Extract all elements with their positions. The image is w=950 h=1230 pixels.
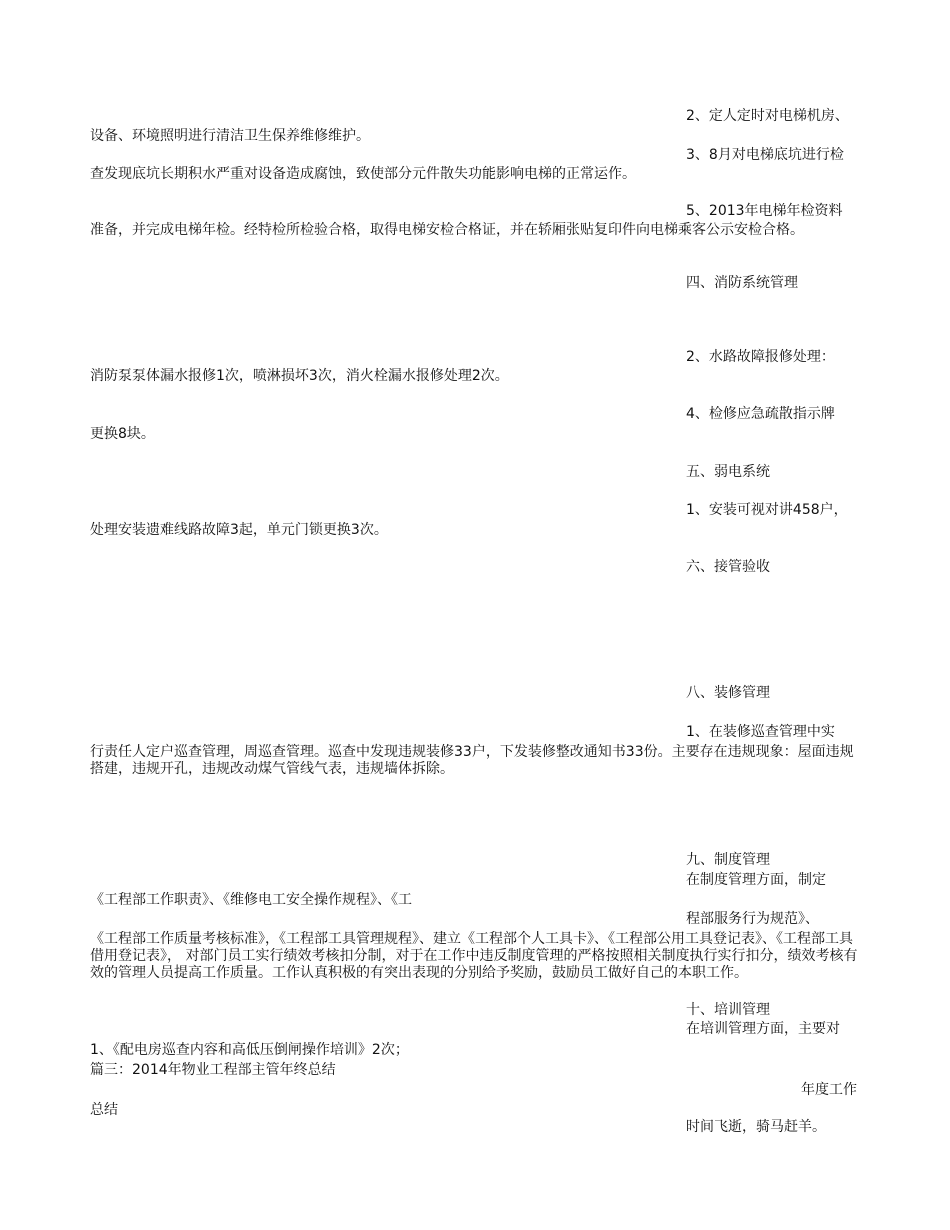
- section-heading: 六、接管验收: [686, 559, 770, 575]
- text-line: 2、水路故障报修处理：: [686, 349, 835, 365]
- text-line: 消防泵泵体漏水报修1次，喷淋损坏3次，消火栓漏水报修处理2次。: [90, 368, 509, 384]
- text-line: 总结: [90, 1102, 118, 1118]
- text-line: 5、2013年电梯年检资料: [686, 203, 843, 219]
- text-line: 年度工作: [801, 1082, 857, 1098]
- text-line: 更换8块。: [90, 426, 155, 442]
- text-line: 在培训管理方面，主要对: [686, 1021, 840, 1037]
- section-heading: 四、消防系统管理: [686, 275, 798, 291]
- text-line: 1、在装修巡查管理中实: [686, 724, 835, 740]
- text-line: 2、定人定时对电梯机房、: [686, 108, 849, 124]
- chapter-heading: 篇三：2014年物业工程部主管年终总结: [90, 1062, 336, 1078]
- paragraph: 行责任人定户巡查管理，周巡查管理。巡查中发现违规装修33户，下发装修整改通知书33份。主要存在违规现象：屋面违规搭建，违规开孔，违规改动煤气管线气表，违规墙体拆除。: [90, 744, 854, 777]
- section-heading: 九、制度管理: [686, 852, 770, 868]
- section-heading: 八、装修管理: [686, 685, 770, 701]
- paragraph: 准备，并完成电梯年检。经特检所检验合格，取得电梯安检合格证，并在轿厢张贴复印件向电梯乘客公示安检合格。: [90, 222, 804, 238]
- text-line: 1、《配电房巡查内容和高低压倒闸操作培训》2次；: [90, 1042, 409, 1058]
- text-line: 《工程部工作职责》、《维修电工安全操作规程》、《工: [90, 892, 412, 908]
- text-line: 4、检修应急疏散指示牌: [686, 406, 835, 422]
- text-line: 设备、环境照明进行清洁卫生保养维修维护。: [90, 128, 370, 144]
- text-line: 3、8月对电梯底坑进行检: [686, 147, 844, 163]
- text-line: 查发现底坑长期积水严重对设备造成腐蚀，致使部分元件散失功能影响电梯的正常运作。: [90, 166, 636, 182]
- section-heading: 十、培训管理: [686, 1002, 770, 1018]
- text-line: 处理安装遗难线路故障3起，单元门锁更换3次。: [90, 522, 388, 538]
- section-heading: 五、弱电系统: [686, 464, 770, 480]
- text-line: 在制度管理方面，制定: [686, 872, 826, 888]
- text-line: 1、安装可视对讲458户，: [686, 502, 848, 518]
- paragraph: 《工程部工作质量考核标准》，《工程部工具管理规程》、建立《工程部个人工具卡》、《工程部公用工具登记表》、《工程部工具借用登记表》， 对部门员工实行绩效考核扣分制，对于在工作中违反制度管理的严格按照相关制度执行实行扣分，绩效考核有效的管理人员提高工作质量。工作认真积极的有突出表现的分别给予奖励，鼓励员工做好自己的本职工作。: [90, 931, 858, 981]
- text-line: 程部服务行为规范》、: [686, 911, 819, 927]
- text-line: 时间飞逝，骑马赶羊。: [686, 1119, 826, 1135]
